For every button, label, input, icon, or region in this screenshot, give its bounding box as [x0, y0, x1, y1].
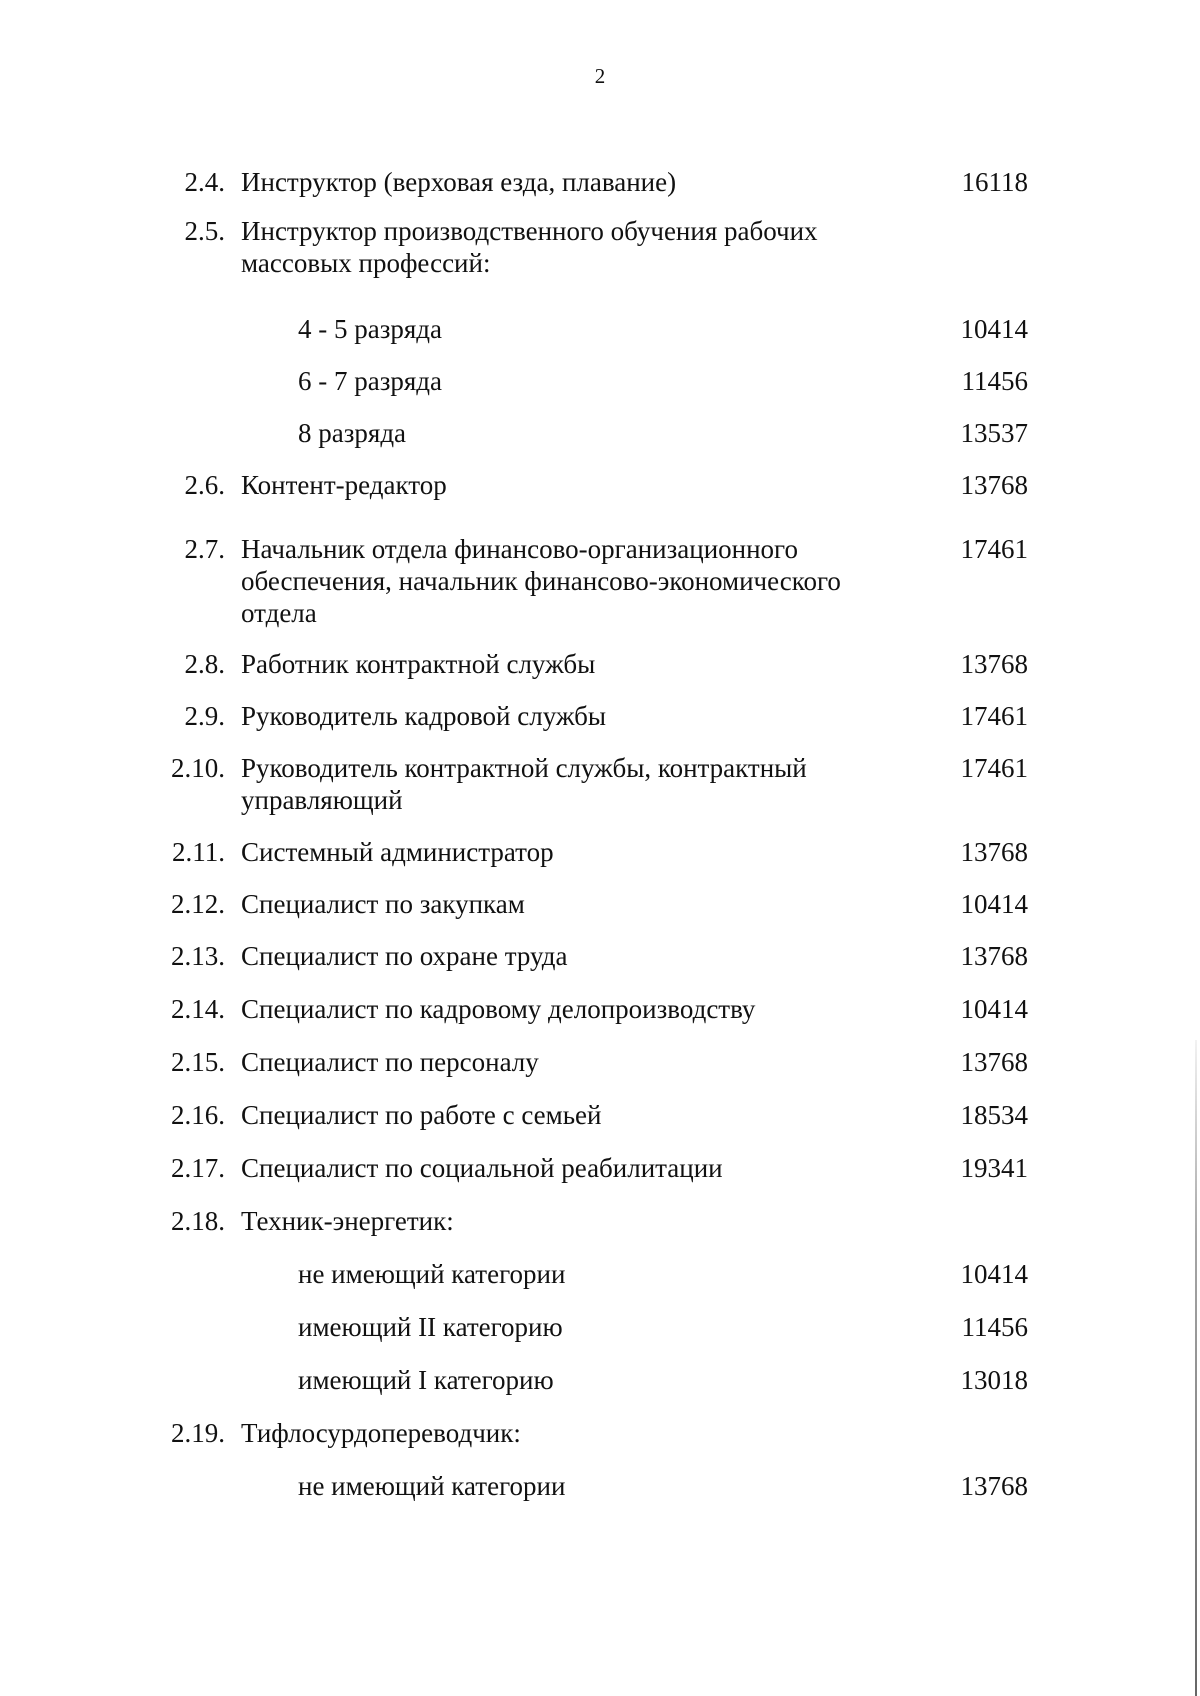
item-label: Контент-редактор [241, 470, 447, 500]
item-value: 13537 [960, 418, 1028, 448]
item-label: Начальник отдела финансово-организационного обеспечения, начальник финансово-экономического отдела [241, 534, 841, 628]
item-number: 2.18. [171, 1206, 225, 1236]
item-label: Техник-энергетик: [241, 1206, 454, 1236]
item-label: Специалист по работе с семьей [241, 1100, 602, 1130]
item-number: 2.13. [171, 941, 225, 971]
item-number: 2.16. [171, 1100, 225, 1130]
item-label: Специалист по социальной реабилитации [241, 1153, 723, 1183]
item-label: имеющий I категорию [298, 1365, 554, 1395]
item-number: 2.19. [171, 1418, 225, 1448]
item-number: 2.15. [171, 1047, 225, 1077]
item-number: 2.6. [184, 470, 225, 500]
item-value: 10414 [960, 1259, 1028, 1289]
item-number: 2.5. [184, 216, 225, 246]
item-label: не имеющий категории [298, 1259, 566, 1289]
item-label: Системный администратор [241, 837, 554, 867]
item-value: 17461 [960, 701, 1028, 731]
item-value: 13768 [960, 649, 1028, 679]
item-value: 11456 [961, 1312, 1028, 1342]
item-value: 13768 [960, 1047, 1028, 1077]
item-label: Специалист по закупкам [241, 889, 525, 919]
item-value: 10414 [960, 994, 1028, 1024]
item-label: 4 - 5 разряда [298, 314, 443, 344]
item-value: 10414 [960, 889, 1028, 919]
item-label: Тифлосурдопереводчик: [241, 1418, 521, 1448]
item-value: 13768 [960, 941, 1028, 971]
item-number: 2.10. [171, 753, 225, 783]
item-number: 2.7. [184, 534, 225, 564]
item-number: 2.17. [171, 1153, 225, 1183]
item-value: 10414 [960, 314, 1028, 344]
page-number: 2 [594, 64, 606, 88]
item-value: 17461 [960, 753, 1028, 783]
item-value: 17461 [960, 534, 1028, 564]
item-label: Инструктор (верховая езда, плавание) [241, 167, 677, 197]
item-label: Специалист по кадровому делопроизводству [241, 994, 756, 1024]
item-label: 6 - 7 разряда [298, 366, 443, 396]
item-label: Инструктор производственного обучения рабочих массовых профессий: [241, 216, 818, 278]
item-label: Работник контрактной службы [241, 649, 596, 679]
item-value: 16118 [961, 167, 1028, 197]
item-value: 11456 [961, 366, 1028, 396]
item-value: 19341 [960, 1153, 1028, 1183]
item-number: 2.11. [172, 837, 225, 867]
item-label: имеющий II категорию [298, 1312, 563, 1342]
scan-edge-shadow [1195, 1040, 1197, 1696]
item-value: 13768 [960, 1471, 1028, 1501]
item-number: 2.4. [184, 167, 225, 197]
item-label: Руководитель кадровой службы [241, 701, 607, 731]
item-label: не имеющий категории [298, 1471, 566, 1501]
item-value: 13768 [960, 470, 1028, 500]
item-value: 13768 [960, 837, 1028, 867]
item-number: 2.8. [184, 649, 225, 679]
item-number: 2.14. [171, 994, 225, 1024]
item-value: 13018 [960, 1365, 1028, 1395]
item-label: Специалист по охране труда [241, 941, 568, 971]
item-label: Специалист по персоналу [241, 1047, 539, 1077]
item-value: 18534 [960, 1100, 1028, 1130]
item-label: 8 разряда [298, 418, 407, 448]
item-number: 2.12. [171, 889, 225, 919]
item-number: 2.9. [184, 701, 225, 731]
item-label: Руководитель контрактной службы, контрактный управляющий [241, 753, 807, 815]
